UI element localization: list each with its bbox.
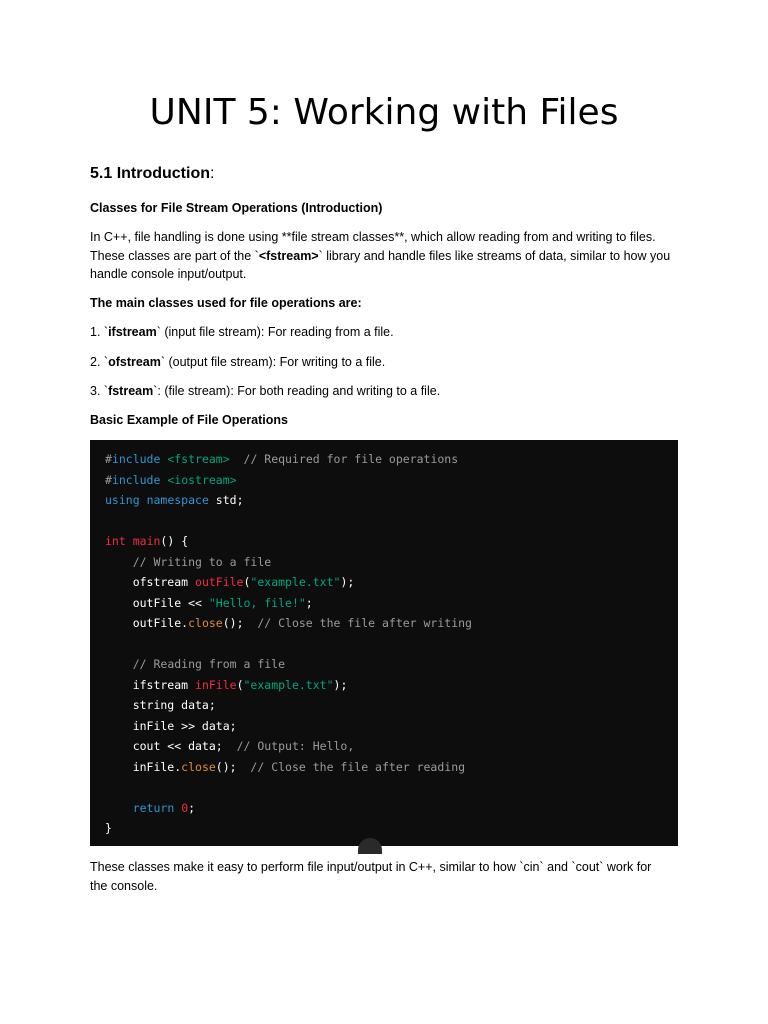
code-token: // Writing to a file (132, 554, 272, 569)
code-token: include (111, 452, 161, 466)
code-line (105, 657, 285, 671)
code-token: std; (208, 493, 244, 507)
code-token: outFile (195, 575, 244, 589)
code-token: ; (305, 595, 313, 610)
code-token (105, 555, 133, 569)
code-token: include (111, 472, 161, 487)
code-token (140, 493, 147, 507)
code-line (105, 739, 354, 753)
scroll-button[interactable] (358, 838, 382, 854)
code-token: ); (333, 677, 348, 692)
code-token: (); (215, 759, 251, 774)
code-token: // Required for file operations (243, 452, 459, 466)
list-item-name: ofstream (108, 355, 161, 369)
section-heading-colon: : (210, 165, 215, 182)
code-token: cout << data; (105, 739, 237, 753)
list-item-prefix: 2. ` (90, 355, 109, 369)
code-token: (); (222, 616, 258, 630)
code-token: // Close the file after writing (257, 616, 472, 630)
code-line (105, 452, 458, 466)
code-token: ifstream (105, 677, 196, 692)
code-token: using (105, 493, 140, 507)
code-token: "Hello, file!" (208, 595, 306, 610)
list-item-prefix: 1. ` (90, 325, 109, 339)
code-line (105, 493, 244, 507)
code-token: ofstream (105, 575, 196, 589)
code-token (105, 801, 133, 815)
list-item-name: fstream (108, 384, 154, 398)
code-line (105, 534, 188, 548)
section-heading-text: 5.1 Introduction (90, 165, 210, 182)
closing-paragraph (90, 858, 680, 895)
code-token: ); (340, 575, 355, 589)
code-line (105, 616, 472, 630)
code-token: // Reading from a file (132, 657, 286, 671)
code-line (105, 596, 313, 610)
code-token: "example.txt" (243, 677, 334, 692)
code-token: close (181, 759, 216, 774)
page-title: UNIT 5: Working with Files (149, 92, 619, 133)
section-heading (90, 165, 214, 183)
subheading: Classes for File Stream Operations (Introduction) (90, 201, 383, 215)
code-token: inFile. (105, 759, 182, 774)
code-line (105, 760, 465, 774)
code-token: () { (160, 534, 189, 548)
code-line (105, 575, 354, 589)
code-line (105, 473, 237, 487)
code-line (105, 719, 237, 733)
code-token (126, 534, 133, 548)
code-token: ; (188, 800, 196, 815)
code-token: namespace (146, 493, 209, 507)
list-item-text: `: (file stream): For both reading and writing to a file. (153, 384, 441, 398)
code-token: # (105, 452, 112, 466)
code-token: "example.txt" (250, 575, 341, 589)
closing-line-1: These classes make it easy to perform file input/output in C++, similar to how `cin` and `cout` work for (90, 860, 652, 874)
code-line (105, 821, 112, 835)
code-token: outFile. (105, 616, 189, 630)
code-token: close (188, 616, 223, 630)
example-heading: Basic Example of File Operations (90, 413, 288, 427)
intro-line-2b: ` library and handle files like streams of data, similar to how you (318, 248, 671, 263)
code-block (90, 440, 678, 846)
closing-line-2: the console. (90, 878, 158, 893)
code-token: main (132, 534, 161, 548)
list-item (90, 382, 680, 401)
list-item (90, 323, 680, 342)
intro-line-2a: These classes are part of the ` (90, 248, 259, 263)
code-token: # (105, 472, 112, 487)
intro-line-1: In C++, file handling is done using **file stream classes**, which allow reading from and writing to files. (90, 230, 656, 244)
code-line (105, 801, 195, 815)
list-item (90, 353, 680, 372)
code-token: inFile (195, 677, 237, 692)
code-text (105, 449, 678, 839)
code-token: inFile >> data; (105, 718, 237, 733)
fstream-library: <fstream> (258, 248, 319, 263)
code-token: outFile << (105, 595, 209, 610)
code-token: <fstream> (167, 452, 230, 466)
code-line (105, 698, 216, 712)
code-token (105, 657, 133, 671)
list-item-text: ` (input file stream): For reading from a file. (156, 325, 394, 339)
code-token: 0 (181, 800, 189, 815)
list-item-name: ifstream (108, 325, 157, 339)
main-classes-heading: The main classes used for file operations are: (90, 296, 362, 310)
code-line (105, 678, 347, 692)
code-token: // Output: Hello, (236, 739, 355, 753)
code-token: string data; (105, 698, 216, 712)
list-item-prefix: 3. ` (90, 384, 109, 398)
code-token (230, 452, 244, 466)
intro-paragraph (90, 228, 680, 284)
list-item-text: ` (output file stream): For writing to a file. (160, 355, 386, 369)
code-token: int (105, 534, 126, 548)
code-token: ( (236, 677, 244, 692)
code-token: <iostream> (167, 472, 237, 487)
code-token: return (132, 800, 175, 815)
code-token: } (105, 821, 112, 835)
code-line (105, 555, 271, 569)
code-token: ( (243, 575, 251, 589)
code-token: // Close the file after reading (250, 759, 466, 774)
intro-line-3: handle console input/output. (90, 267, 247, 281)
